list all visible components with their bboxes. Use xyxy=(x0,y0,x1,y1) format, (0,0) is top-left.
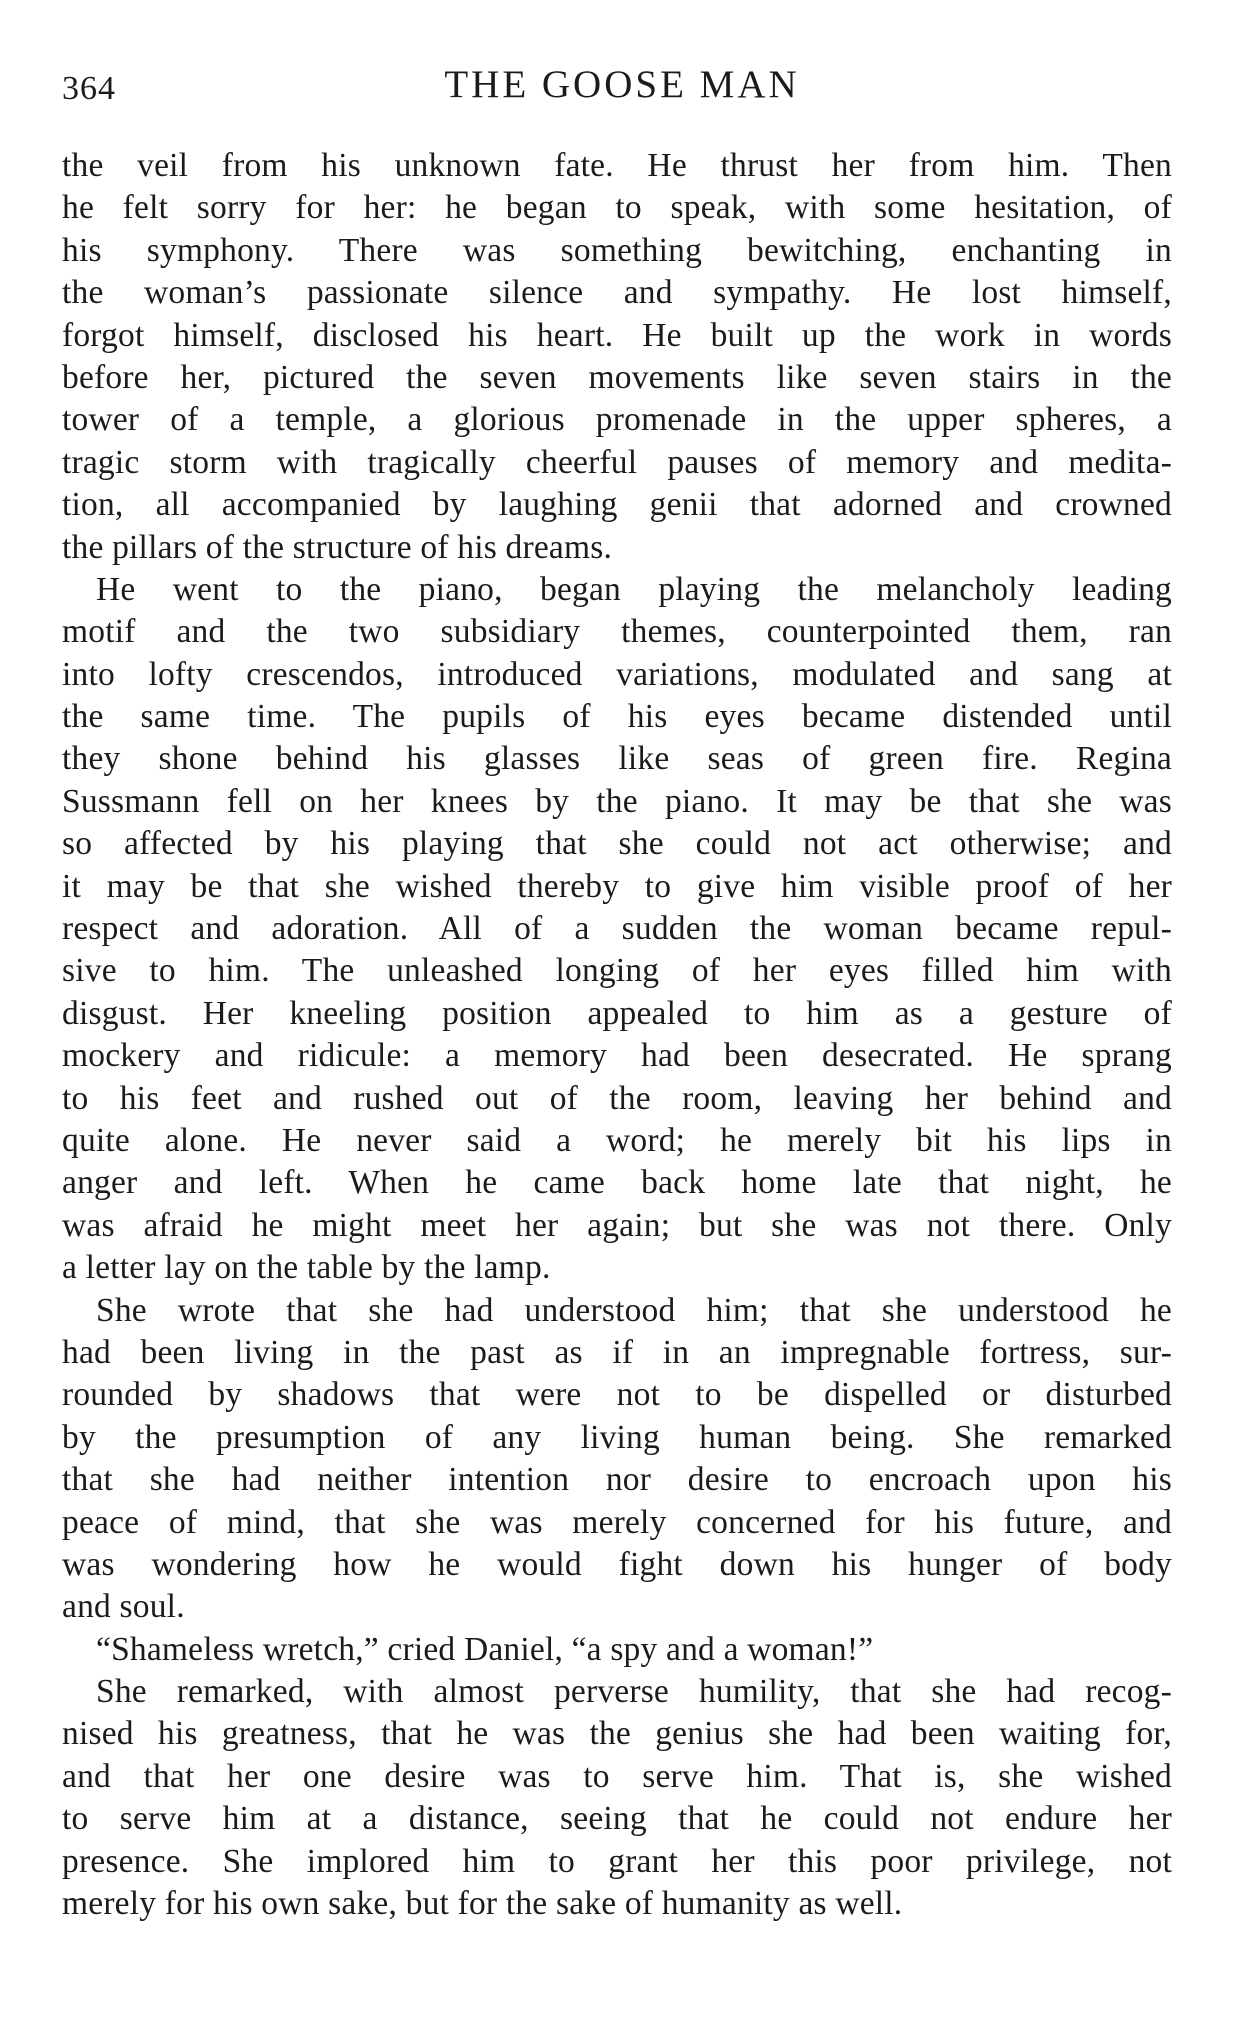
text-line: was afraid he might meet her again; but she was not there. Only xyxy=(62,1206,1172,1244)
text-line: mockery and ridicule: a memory had been desecrated. He sprang xyxy=(62,1037,1172,1075)
text-line: was wondering how he would fight down his hunger of body xyxy=(62,1545,1172,1583)
text-line: he felt sorry for her: he began to speak, with some hesitation, of xyxy=(62,189,1172,227)
paragraph xyxy=(62,1671,1172,1925)
text-line: by the presumption of any living human being. She remarked xyxy=(62,1418,1172,1456)
text-line: so affected by his playing that she could not act otherwise; and xyxy=(62,825,1172,863)
text-line: disgust. Her kneeling position appealed to him as a gesture of xyxy=(62,994,1172,1032)
text-line: the pillars of the structure of his dreams. xyxy=(62,528,613,566)
text-line: peace of mind, that she was merely concerned for his future, and xyxy=(62,1503,1172,1541)
text-line: tion, all accompanied by laughing genii that adorned and crowned xyxy=(62,486,1172,524)
text-line: had been living in the past as if in an impregnable fortress, sur- xyxy=(62,1333,1172,1371)
text-line: quite alone. He never said a word; he merely bit his lips in xyxy=(62,1121,1172,1159)
running-head: THE GOOSE MAN xyxy=(444,63,800,106)
text-line: the woman’s passionate silence and sympathy. He lost himself, xyxy=(62,274,1172,312)
text-line: presence. She implored him to grant her this poor privilege, not xyxy=(62,1842,1172,1880)
page-header xyxy=(62,62,1172,118)
page-number: 364 xyxy=(62,70,116,107)
text-line: motif and the two subsidiary themes, counterpointed them, ran xyxy=(62,613,1172,651)
text-line: and that her one desire was to serve him. That is, she wished xyxy=(62,1757,1172,1795)
text-line: a letter lay on the table by the lamp. xyxy=(62,1249,551,1287)
text-line: rounded by shadows that were not to be dispelled or disturbed xyxy=(62,1376,1172,1414)
text-line: He went to the piano, began playing the melancholy leading xyxy=(96,570,1172,608)
text-line: nised his greatness, that he was the genius she had been waiting for, xyxy=(62,1715,1172,1753)
text-line: tragic storm with tragically cheerful pauses of memory and medita- xyxy=(62,443,1172,481)
text-line: the veil from his unknown fate. He thrust her from him. Then xyxy=(62,147,1172,184)
text-line: his symphony. There was something bewitching, enchanting in xyxy=(62,231,1172,269)
text-line: it may be that she wished thereby to give him visible proof of her xyxy=(62,867,1172,905)
text-line: respect and adoration. All of a sudden the woman became repul- xyxy=(62,910,1172,948)
text-line: and soul. xyxy=(62,1588,185,1626)
text-line: forgot himself, disclosed his heart. He built up the work in words xyxy=(62,316,1172,354)
text-line: sive to him. The unleashed longing of her eyes filled him with xyxy=(62,952,1172,990)
text-line: Sussmann fell on her knees by the piano. It may be that she was xyxy=(62,782,1172,820)
text-line: merely for his own sake, but for the sake of humanity as well. xyxy=(62,1885,903,1923)
text-line: anger and left. When he came back home late that night, he xyxy=(62,1164,1172,1202)
text-line: before her, pictured the seven movements like seven stairs in the xyxy=(62,358,1172,396)
text-line: tower of a temple, a glorious promenade in the upper spheres, a xyxy=(62,401,1172,439)
paragraph xyxy=(62,1629,1172,1671)
text-line: they shone behind his glasses like seas of green fire. Regina xyxy=(62,740,1172,778)
text-line: “Shameless wretch,” cried Daniel, “a spy and a woman!” xyxy=(96,1630,874,1668)
text-line: to serve him at a distance, seeing that he could not endure her xyxy=(62,1800,1172,1838)
paragraph xyxy=(62,145,1172,569)
paragraph xyxy=(62,1290,1172,1629)
text-line: She remarked, with almost perverse humility, that she had recog- xyxy=(96,1673,1172,1711)
text-line: She wrote that she had understood him; that she understood he xyxy=(96,1291,1172,1329)
text-line: the same time. The pupils of his eyes became distended until xyxy=(62,698,1172,736)
text-line: into lofty crescendos, introduced variations, modulated and sang at xyxy=(62,655,1172,693)
body-text xyxy=(62,145,1172,1925)
paragraph xyxy=(62,569,1172,1290)
text-line: to his feet and rushed out of the room, leaving her behind and xyxy=(62,1079,1172,1117)
text-line: that she had neither intention nor desire to encroach upon his xyxy=(62,1461,1172,1499)
